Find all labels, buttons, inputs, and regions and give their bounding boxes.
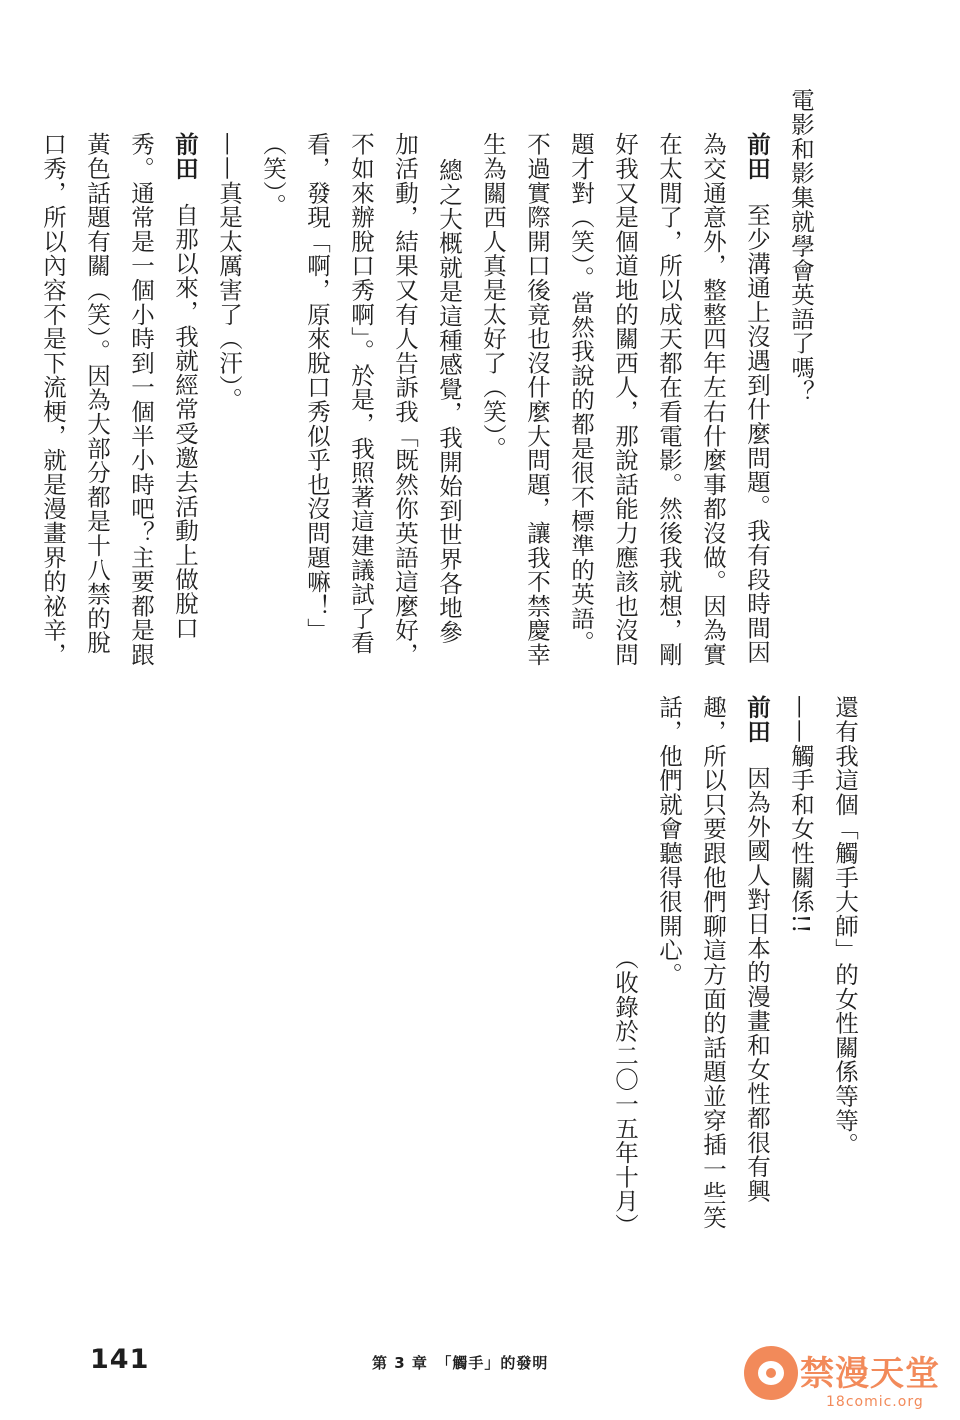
text-column-17: 黃色話題有關（笑）。因為大部分都是十八禁的脫	[83, 132, 111, 655]
text-column-9: 總之大概就是這種感覺，我開始到世界各地參	[435, 158, 463, 644]
text-column-18: 口秀，所以內容不是下流梗，就是漫畫界的祕辛，	[39, 132, 67, 667]
text-column-14: ——真是太厲害了（汗）。	[215, 132, 243, 412]
text-column-19: 還有我這個「觸手大師」的女性關係等等。	[831, 695, 859, 1157]
speaker-label: 前田	[171, 132, 199, 181]
text-column-12: 看，發現「啊，原來脫口秀似乎也沒問題嘛！」	[303, 132, 331, 643]
text-column-16: 秀。通常是一個小時到一個半小時吧？主要都是跟	[127, 132, 155, 667]
text-column-7: 不過實際開口後竟也沒什麼大問題，讓我不禁慶幸	[523, 132, 551, 667]
peach-logo-icon	[744, 1346, 798, 1400]
watermark-logo	[740, 1340, 950, 1420]
text-column-4: 在太閒了，所以成天都在看電影。然後我就想，剛	[655, 132, 683, 667]
watermark-url: 18comic.org	[826, 1394, 924, 1410]
text-column-2: 前田至少溝通上沒遇到什麼問題。我有段時間因	[743, 132, 771, 665]
page-number: 141	[90, 1344, 150, 1375]
text-column-8: 生為關西人真是太好了（笑）。	[479, 132, 507, 461]
text-column-23: 話，他們就會聽得很開心。	[655, 695, 683, 987]
text-column-6: 題才對（笑）。當然我說的都是很不標準的英語。	[567, 132, 595, 655]
chapter-title: 第 3 章 「觸手」的發明	[372, 1354, 549, 1372]
text-column-15: 前田自那以來，我就經常受邀去活動上做脫口	[171, 132, 199, 641]
source-note: （收錄於二〇一五年十月）	[611, 946, 639, 1238]
speaker-label: 前田	[743, 132, 771, 181]
text-column-13: （笑）。	[259, 132, 287, 218]
text-column-1: 電影和影集就學會英語了嗎？	[787, 88, 815, 404]
speaker-label: 前田	[743, 695, 771, 744]
watermark-name: 禁漫天堂	[800, 1354, 940, 1394]
text-column-10: 加活動，結果又有人告訴我「既然你英語這麼好，	[391, 132, 419, 667]
text-column-22: 趣，所以只要跟他們聊這方面的話題並穿插一些笑	[699, 695, 727, 1230]
text-column-11: 不如來辦脫口秀啊」。於是，我照著這建議試了看	[347, 132, 375, 655]
text-column-20: ——觸手和女性關係!!	[787, 695, 815, 935]
text-column-3: 為交通意外，整整四年左右什麼事都沒做。因為實	[699, 132, 727, 667]
text-column-21: 前田因為外國人對日本的漫畫和女性都很有興	[743, 695, 771, 1204]
text-column-5: 好我又是個道地的關西人，那說話能力應該也沒問	[611, 132, 639, 667]
